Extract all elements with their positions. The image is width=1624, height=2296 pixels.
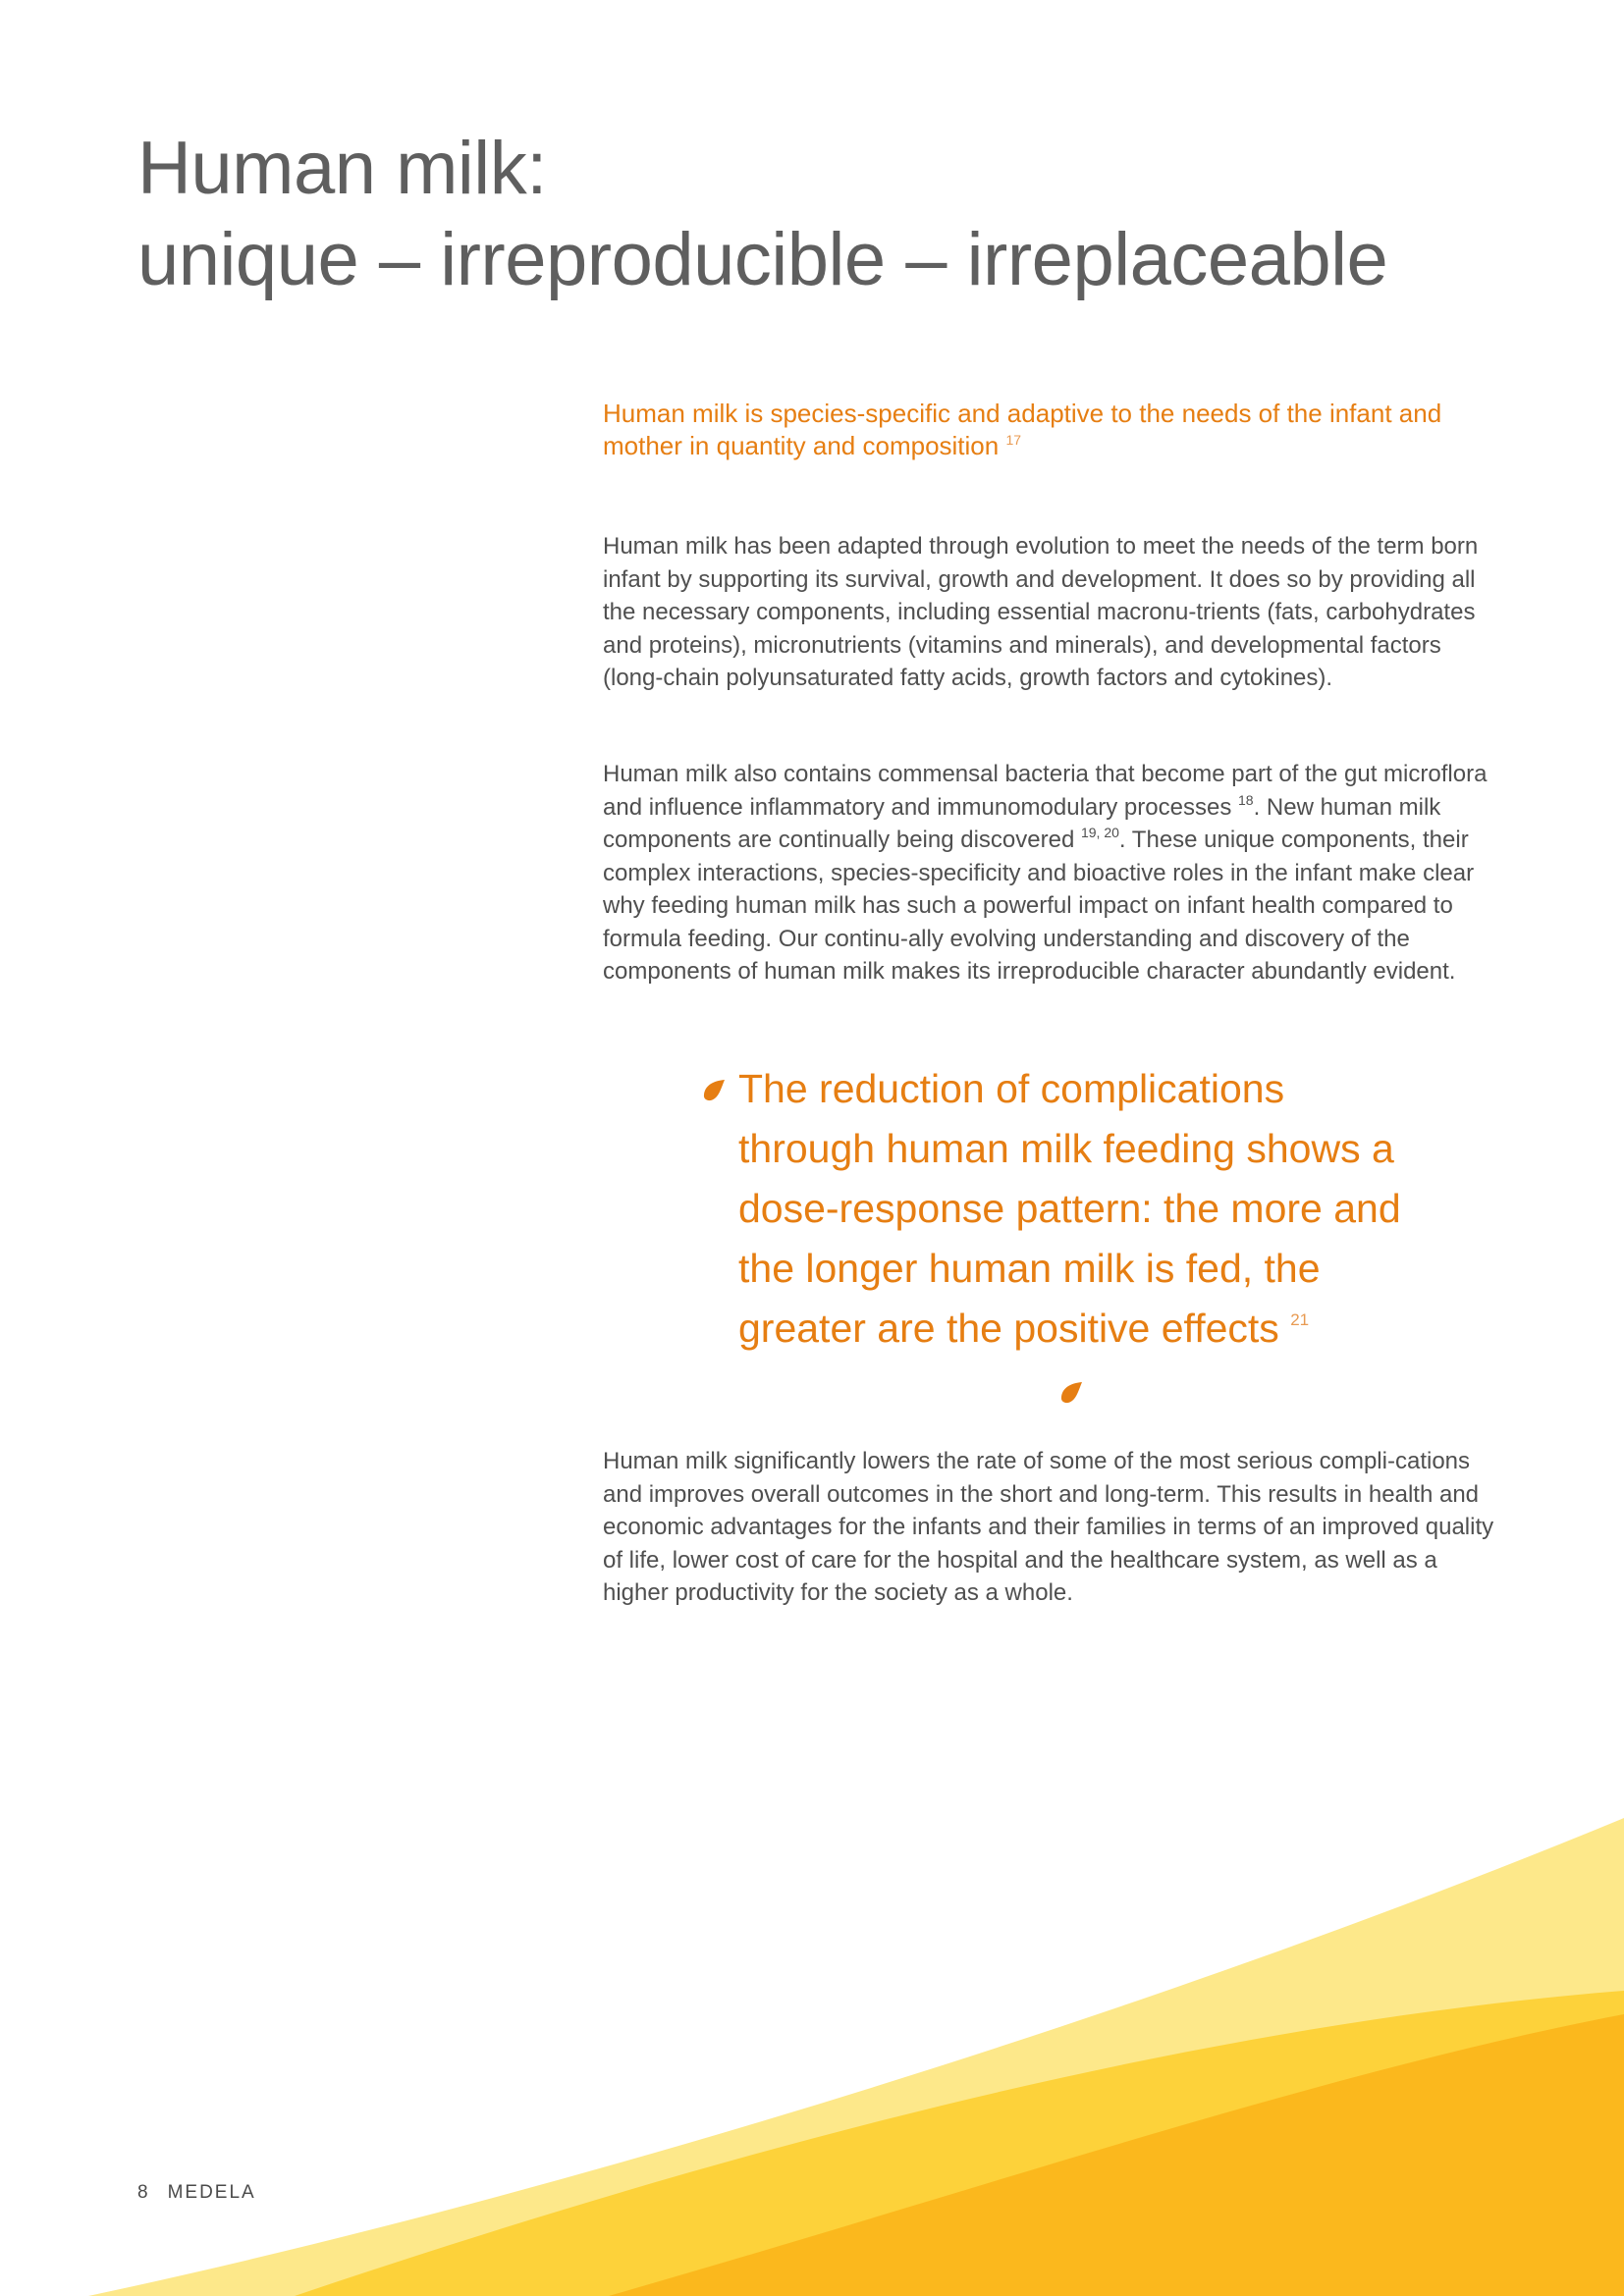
brand-name: MEDELA	[167, 2182, 256, 2203]
paragraph-components-part-1: Human milk also contains commensal bacteria that become part of the gut microflora and influence inflammatory and immunomodulary processes	[603, 761, 1488, 821]
section-subheading	[603, 398, 1506, 462]
page-number: 8	[137, 2182, 150, 2203]
subheading-text: Human milk is species-specific and adaptive to the needs of the infant and mother in quantity and composition	[603, 399, 1442, 460]
quote-close-icon	[1058, 1380, 1084, 1406]
paragraph-components-part-2: . New human milk components are continually being discovered	[603, 793, 1441, 853]
paragraph-outcomes: Human milk significantly lowers the rate of some of the most serious compli-cations and improves overall outcomes in the short and long-term. This results in health and economic advantages for the infants and their families in terms of an improved quality of life, lower cost of care for the hospital and the healthcare system, as well as a higher productivity for the society as a whole.	[603, 1448, 1494, 1606]
page-title-line-1: Human milk:	[137, 127, 547, 210]
page-title-line-2: unique – irreproducible – irreplaceable	[137, 218, 1388, 301]
page-title	[137, 123, 1387, 305]
page-footer	[137, 2182, 256, 2204]
subheading-reference: 17	[1005, 432, 1022, 448]
quote-open-icon	[701, 1078, 727, 1103]
reference-19-20: 19, 20	[1080, 825, 1119, 840]
paragraph-components	[603, 758, 1506, 988]
paragraph-components-part-3: . These unique components, their complex interactions, species-specificity and bioactive roles in the infant make clear why feeding human milk has such a powerful impact on infant health compared to formula feeding. Our continu-ally evolving understanding and discovery of the components of human milk makes its irreproducible character abundantly evident.	[603, 827, 1475, 985]
pull-quote-text: The reduction of complications through human milk feeding shows a dose-response pattern: the more and the longer human milk is fed, the greater are the positive effects	[738, 1066, 1401, 1351]
pull-quote	[738, 1059, 1426, 1359]
paragraph-evolution: Human milk has been adapted through evolution to meet the needs of the term born infant by supporting its survival, growth and development. It does so by providing all the necessary components, including essential macronu-trients (fats, carbohydrates and proteins), micronutrients (vitamins and minerals), and developmental factors (long-chain polyunsaturated fatty acids, growth factors and cytokines).	[603, 533, 1479, 691]
reference-18: 18	[1237, 791, 1254, 808]
pull-quote-reference: 21	[1290, 1310, 1310, 1329]
